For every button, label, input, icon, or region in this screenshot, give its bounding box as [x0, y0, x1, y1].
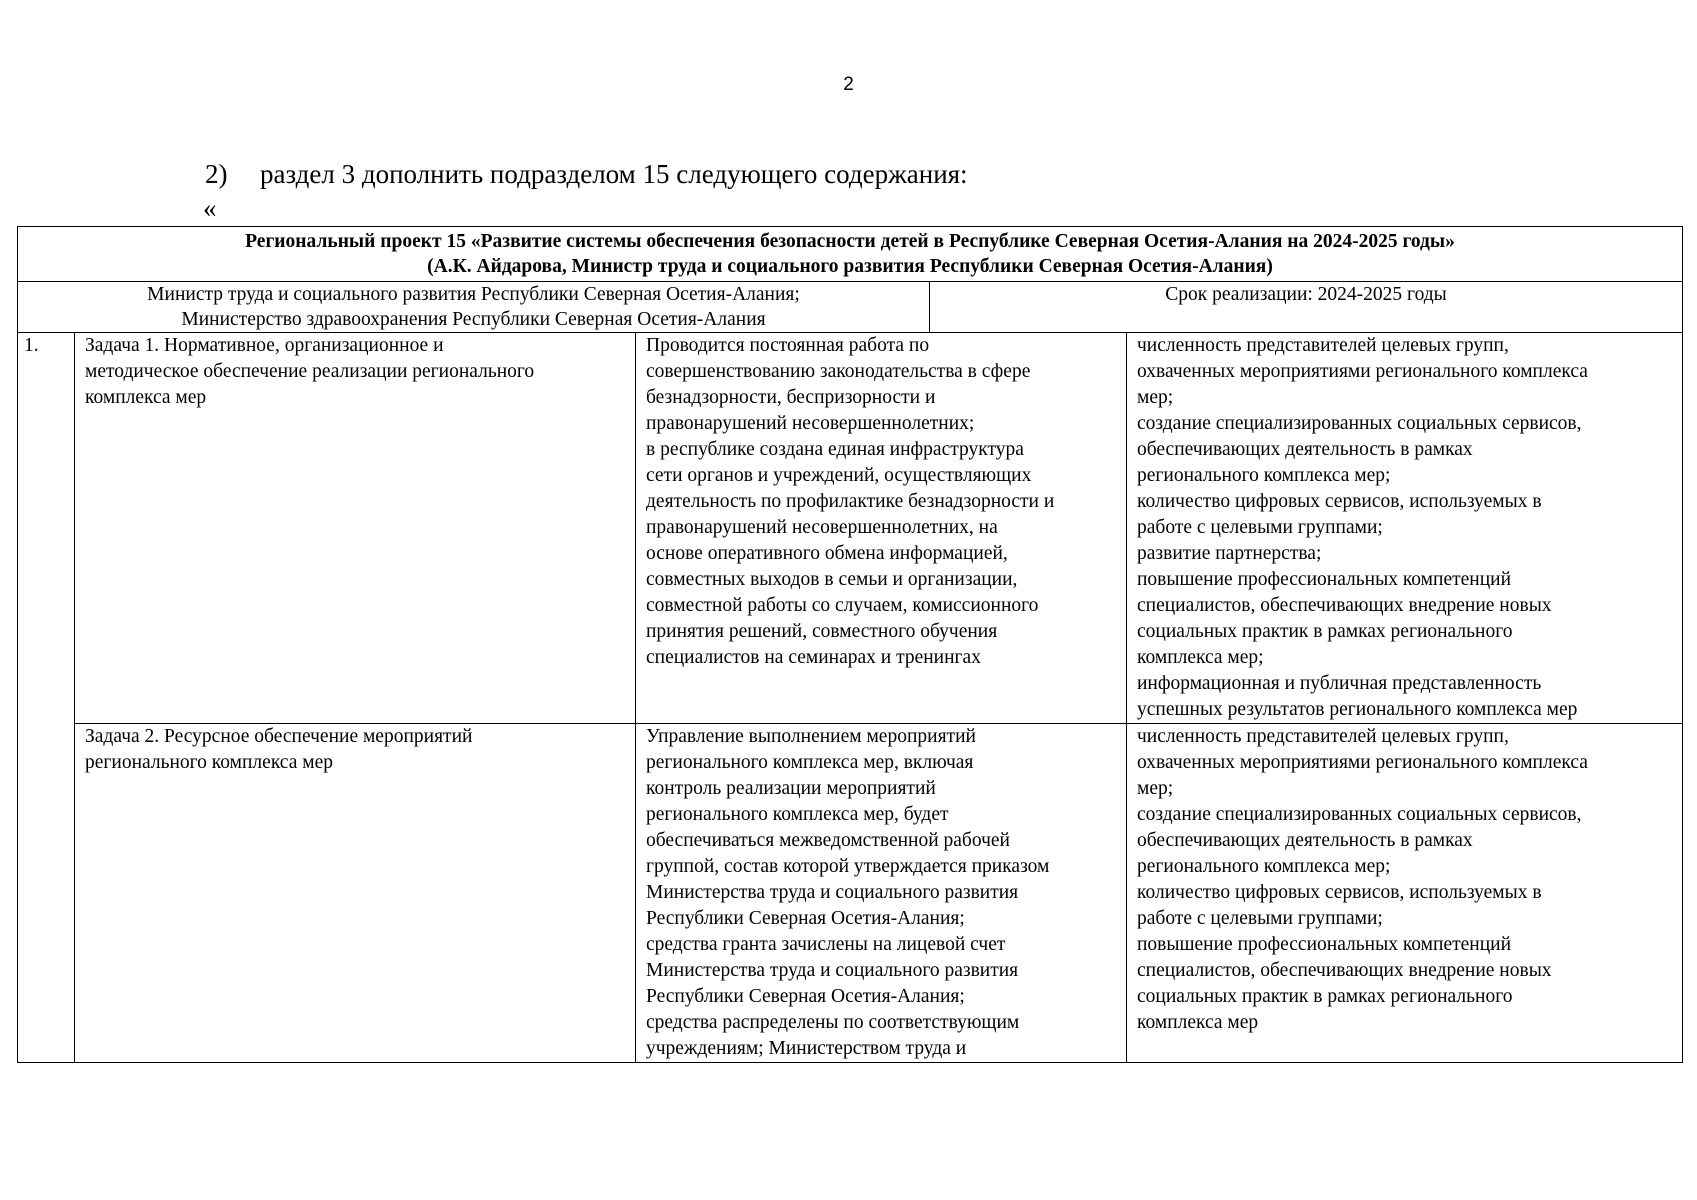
- indicator-line: информационная и публичная представленность: [1137, 673, 1542, 694]
- indicator-line: охваченных мероприятиями регионального комплекса: [1137, 361, 1588, 382]
- activity-line: в республике создана единая инфраструктура: [646, 439, 1024, 460]
- indicator-line: работе с целевыми группами;: [1137, 517, 1383, 538]
- activity-line: средства гранта зачислены на лицевой счет: [646, 934, 1006, 955]
- activity-line: Министерства труда и социального развития: [646, 960, 1019, 981]
- indicator-line: количество цифровых сервисов, используемых в: [1137, 882, 1542, 903]
- indicator-cell: [1127, 333, 1683, 724]
- task-line: регионального комплекса мер: [85, 752, 333, 773]
- responsible-line: Министр труда и социального развития Республики Северная Осетия-Алания;: [147, 284, 800, 305]
- task-cell: [75, 333, 636, 724]
- activity-line: Республики Северная Осетия-Алания;: [646, 986, 965, 1007]
- indicator-line: успешных результатов регионального комплекса мер: [1137, 699, 1578, 720]
- activity-line: правонарушений несовершеннолетних, на: [646, 517, 998, 538]
- activity-line: регионального комплекса мер, включая: [646, 752, 974, 773]
- indicator-line: повышение профессиональных компетенций: [1137, 569, 1512, 590]
- responsible-line: Министерство здравоохранения Республики Северная Осетия-Алания: [181, 309, 766, 330]
- activity-line: совместных выходов в семьи и организации,: [646, 569, 1018, 590]
- activity-line: специалистов на семинарах и тренингах: [646, 647, 981, 668]
- activity-line: правонарушений несовершеннолетних;: [646, 413, 975, 434]
- activity-cell: [636, 333, 1127, 724]
- intro-text: раздел 3 дополнить подразделом 15 следующего содержания:: [260, 159, 968, 189]
- row-number: 1.: [24, 335, 39, 356]
- activity-line: совместной работы со случаем, комиссионного: [646, 595, 1039, 616]
- activity-line: учреждениям; Министерством труда и: [646, 1038, 967, 1059]
- indicator-line: охваченных мероприятиями регионального комплекса: [1137, 752, 1588, 773]
- responsible-cell: [18, 282, 930, 333]
- activity-line: средства распределены по соответствующим: [646, 1012, 1020, 1033]
- indicator-line: специалистов, обеспечивающих внедрение новых: [1137, 595, 1552, 616]
- activity-line: безнадзорности, беспризорности и: [646, 387, 936, 408]
- table-row: [18, 333, 1683, 724]
- activity-line: основе оперативного обмена информацией,: [646, 543, 1008, 564]
- activity-line: Республики Северная Осетия-Алания;: [646, 908, 965, 929]
- indicator-line: мер;: [1137, 778, 1174, 799]
- activity-line: обеспечиваться межведомственной рабочей: [646, 830, 1010, 851]
- responsible-row: [18, 282, 1683, 333]
- activity-line: контроль реализации мероприятий: [646, 778, 936, 799]
- indicator-line: комплекса мер;: [1137, 647, 1264, 668]
- task-cell: [75, 724, 636, 1063]
- indicator-line: создание специализированных социальных сервисов,: [1137, 413, 1582, 434]
- table-title-cell: [18, 227, 1683, 282]
- activity-line: группой, состав которой утверждается приказом: [646, 856, 1050, 877]
- activity-line: сети органов и учреждений, осуществляющих: [646, 465, 1032, 486]
- indicator-line: развитие партнерства;: [1137, 543, 1322, 564]
- task-line: Задача 2. Ресурсное обеспечение мероприятий: [85, 726, 473, 747]
- task-line: комплекса мер: [85, 387, 207, 408]
- indicator-line: социальных практик в рамках регионального: [1137, 986, 1513, 1007]
- activity-line: деятельность по профилактике безнадзорности и: [646, 491, 1055, 512]
- implementation-term: Срок реализации: 2024-2025 годы: [1165, 284, 1447, 305]
- indicator-line: численность представителей целевых групп,: [1137, 335, 1509, 356]
- indicator-line: специалистов, обеспечивающих внедрение новых: [1137, 960, 1552, 981]
- indicator-line: регионального комплекса мер;: [1137, 465, 1391, 486]
- indicator-line: работе с целевыми группами;: [1137, 908, 1383, 929]
- project-title: Региональный проект 15 «Развитие системы обеспечения безопасности детей в Республике Северная Осетия-Алания на 2024-2025 годы»: [245, 231, 1455, 252]
- indicator-line: социальных практик в рамках регионального: [1137, 621, 1513, 642]
- activity-line: совершенствованию законодательства в сфере: [646, 361, 1031, 382]
- indicator-line: повышение профессиональных компетенций: [1137, 934, 1512, 955]
- table-row: [18, 724, 1683, 1063]
- activity-line: регионального комплекса мер, будет: [646, 804, 949, 825]
- activity-line: принятия решений, совместного обучения: [646, 621, 998, 642]
- activity-line: Министерства труда и социального развития: [646, 882, 1019, 903]
- indicator-line: количество цифровых сервисов, используемых в: [1137, 491, 1542, 512]
- activity-line: Управление выполнением мероприятий: [646, 726, 976, 747]
- activity-line: Проводится постоянная работа по: [646, 335, 930, 356]
- project-curator: (А.К. Айдарова, Министр труда и социального развития Республики Северная Осетия-Алания): [427, 256, 1273, 277]
- page-number: 2: [843, 74, 854, 95]
- table-title-row: [18, 227, 1683, 282]
- indicator-line: обеспечивающих деятельность в рамках: [1137, 439, 1473, 460]
- indicator-line: численность представителей целевых групп,: [1137, 726, 1509, 747]
- indicator-line: мер;: [1137, 387, 1174, 408]
- indicator-line: регионального комплекса мер;: [1137, 856, 1391, 877]
- activity-cell: [636, 724, 1127, 1063]
- indicator-line: комплекса мер: [1137, 1012, 1259, 1033]
- task-line: методическое обеспечение реализации регионального: [85, 361, 535, 382]
- row-number-cell: [18, 333, 75, 1063]
- regional-project-table: [17, 226, 1683, 1063]
- opening-quote: «: [203, 193, 217, 223]
- indicator-cell: [1127, 724, 1683, 1063]
- term-cell: [930, 282, 1683, 333]
- indicator-line: создание специализированных социальных сервисов,: [1137, 804, 1582, 825]
- indicator-line: обеспечивающих деятельность в рамках: [1137, 830, 1473, 851]
- intro-item-number: 2): [205, 159, 228, 189]
- task-line: Задача 1. Нормативное, организационное и: [85, 335, 444, 356]
- intro-paragraph: [205, 158, 968, 190]
